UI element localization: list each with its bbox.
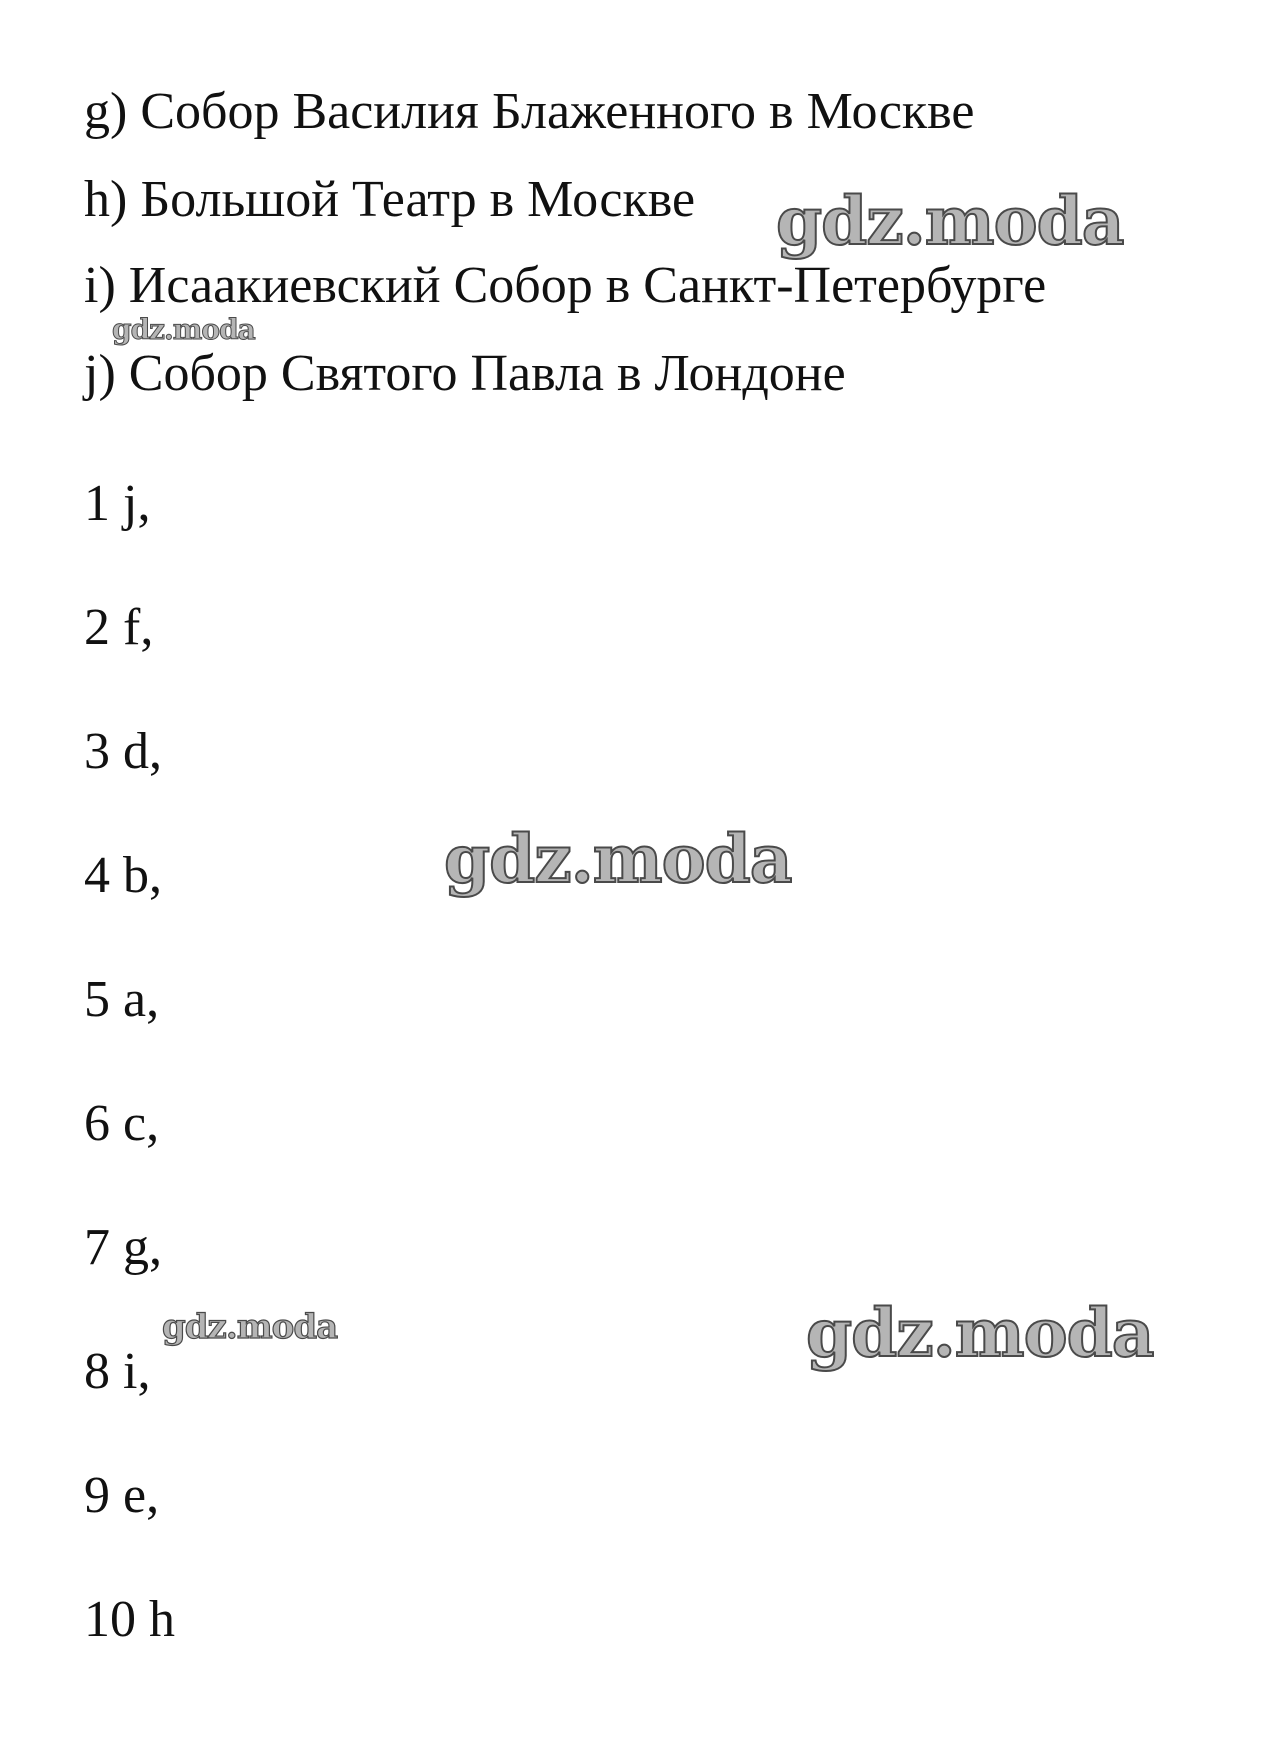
answer-3: 3 d, [84,723,162,780]
answer-10: 10 h [84,1591,175,1648]
watermark-top-right: gdz.moda [776,182,1124,260]
answer-7: 7 g, [84,1219,162,1276]
answer-8: 8 i, [84,1343,151,1400]
option-j: j) Собор Святого Павла в Лондоне [84,345,846,402]
watermark-lower-left: gdz.moda [162,1307,338,1347]
watermark-small-left: gdz.moda [112,313,255,346]
answer-1: 1 j, [84,475,151,532]
option-h: h) Большой Театр в Москве [84,171,696,228]
answer-6: 6 c, [84,1095,160,1152]
option-g: g) Собор Василия Блаженного в Москве [84,83,975,140]
answer-2: 2 f, [84,599,154,656]
option-i: i) Исаакиевский Собор в Санкт-Петербурге [84,257,1047,314]
answer-9: 9 e, [84,1467,160,1524]
watermark-lower-right: gdz.moda [806,1294,1154,1372]
answer-4: 4 b, [84,847,162,904]
answer-5: 5 a, [84,971,160,1028]
watermark-center: gdz.moda [444,820,792,898]
